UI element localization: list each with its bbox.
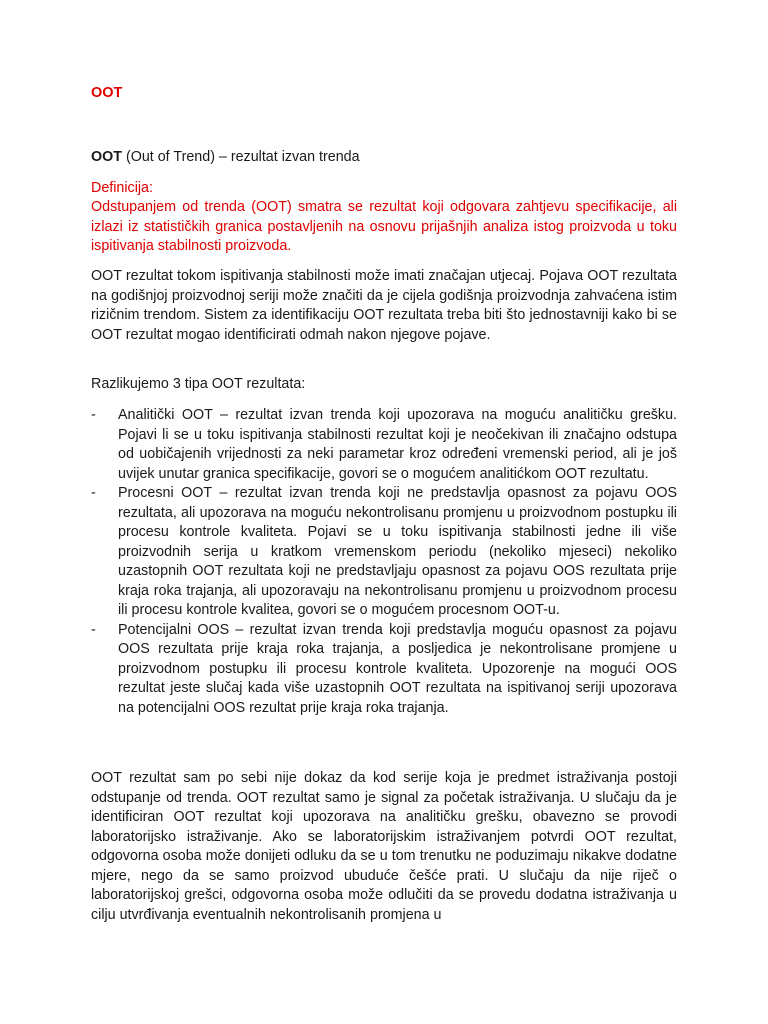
paragraph-3: OOT rezultat sam po sebi nije dokaz da kod serije koja je predmet istraživanja postoji odstupanje od trenda. OOT rezultat samo je signal za početak istraživanja. U slučaju da je identificiran OOT rezultat koji upozorava na analitičku grešku, obavezno se provodi laboratorijsko istraživanje. Ako se laboratorijskim istraživanjem potvrdi OOT rezultat, odgovorna osoba može donijeti odluku da se u tom trenutku ne poduzimaju nikakve dodatne mjere, nego da se samo proizvod ubuduće češće prati. U slučaju da nije riječ o laboratorijskoj grešci, odgovorna osoba može odlučiti da se provedu dodatna istraživanja u cilju utvrđivanja eventualnih nekontrolisanih promjena u bbox=[91, 770, 677, 923]
list-dash: - bbox=[91, 485, 96, 501]
list-item-text: Procesni OOT – rezultat izvan trenda koji ne predstavlja opasnost za pojavu OOS rezultata, ali upozorava na moguću nekontrolisanu promjenu u proizvodnom postupku ili procesu kontrole kvaliteta. Pojavi se u toku ispitivanja stabilnosti jedne ili više proizvodnih serija u kratkom vremenskom periodu (nekoliko mjeseci) nekoliko uzastopnih OOT rezultata koji ne predstavljaju opasnost za pojavu OOS rezultata prije kraja roka trajanja, ali upozoravaju na nekontrolisanu promjenu u proizvodnom procesu ili procesu kontrole kvalitea, govori se o mogućem procesnom OOT-u. bbox=[118, 485, 677, 618]
list-dash: - bbox=[91, 621, 96, 638]
definition-heading: Definicija: bbox=[91, 180, 153, 196]
document-subtitle bbox=[91, 148, 677, 168]
paragraph-2: Razlikujemo 3 tipa OOT rezultata: bbox=[91, 376, 306, 392]
list-item-text: Potencijalni OOS – rezultat izvan trenda koji predstavlja moguću opasnost za pojavu OOS rezultata prije kraja roka trajanja, a posljedica je nekontrolisane promjene u proizvodnom postupku ili procesu kontrole kvaliteta. Upozorenje na mogući OOS rezultat jeste slučaj kada više uzastopnih OOT rezultata na ispitivanoj seriji upozorava na potencijalni OOS rezultat prije kraja roka trajanja. bbox=[118, 621, 677, 716]
list-item bbox=[91, 406, 677, 484]
definition-text: Odstupanjem od trenda (OOT) smatra se rezultat koji odgovara zahtjevu specifikacije, ali izlazi iz statističkih granica postavljenih na osnovu prijašnjih analiza istog proizvoda u toku ispitivanja stabilnosti proizvoda. bbox=[91, 199, 677, 254]
paragraph-1: OOT rezultat tokom ispitivanja stabilnosti može imati značajan utjecaj. Pojava OOT rezultata na godišnjoj proizvodnoj seriji može značiti da je cijela godišnja proizvodnja zahvaćena istim rizičnim trendom. Sistem za identifikaciju OOT rezultata treba biti što jednostavniji kako bi se OOT rezultat mogao identificirati odmah nakon njegove pojave. bbox=[91, 268, 677, 343]
subtitle-rest: (Out of Trend) – rezultat izvan trenda bbox=[121, 149, 360, 165]
oot-types-list bbox=[91, 406, 677, 718]
subtitle-bold: OOT bbox=[91, 149, 122, 165]
list-dash: - bbox=[91, 407, 96, 423]
document-title: OOT bbox=[91, 85, 123, 101]
list-item bbox=[91, 621, 677, 719]
list-item-text: Analitički OOT – rezultat izvan trenda koji upozorava na moguću analitičku grešku. Pojavi li se u toku ispitivanja stabilnosti rezultat koji je neočekivan ili značajno odstupa od uobičajenih vrijednosti za neki parametar kroz određeni vremenski period, ali je još uvijek unutar granica specifikacije, govori se o mogućem analitićkom OOT rezultatu. bbox=[118, 407, 677, 482]
list-item bbox=[91, 484, 677, 621]
